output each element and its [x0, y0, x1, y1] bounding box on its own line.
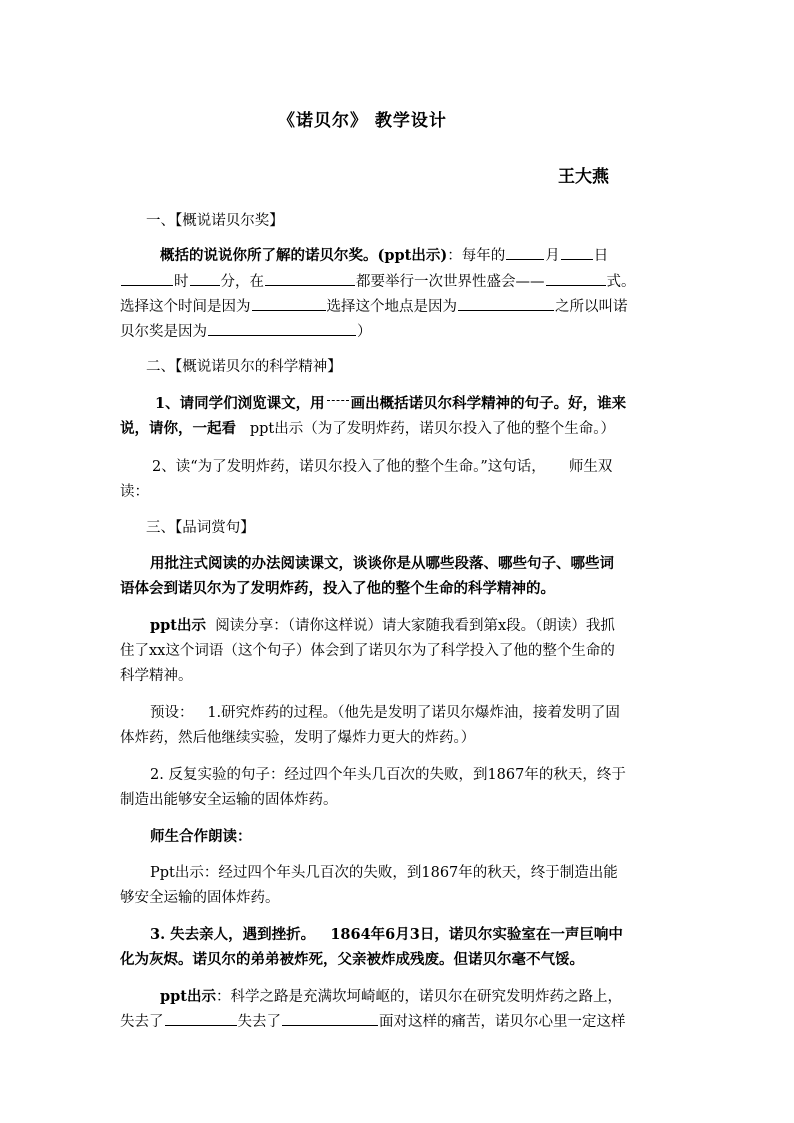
- fill-blank: [165, 1011, 237, 1026]
- s1-text: 分，在: [220, 274, 264, 290]
- s1-text: 选择这个地点是因为: [326, 299, 457, 315]
- s1-line-2: [120, 270, 636, 291]
- s3-para-4-line-1: 2. 反复实验的句子：经过四个年头几百次的失败，到1867年的秋天，终于: [150, 767, 626, 783]
- s1-line-3: [120, 295, 628, 316]
- s3-para-2-line-3: 科学精神。: [120, 668, 193, 684]
- s1-text: 日: [593, 248, 609, 264]
- section-3-heading: 三、【品词赏句】: [146, 520, 255, 536]
- s3-para-3-line-1: 预设： 1.研究炸药的过程。（他先是发明了诺贝尔爆炸油，接着发明了固: [150, 705, 620, 721]
- fill-blank: [265, 271, 355, 286]
- s2-text: ppt出示（为了发明炸药，诺贝尔投入了他的整个生命。）: [249, 421, 615, 437]
- fill-blank: [546, 271, 606, 286]
- fill-blank: [458, 296, 554, 311]
- s3-para-7-line-2: 化为灰烬。诺贝尔的弟弟被炸死，父亲被炸成残废。但诺贝尔毫不气馁。: [120, 951, 584, 968]
- s3-text: 失去了: [120, 1014, 164, 1030]
- fill-blank: [561, 245, 593, 260]
- s2-text: 画出概括诺贝尔科学精神的句子。好，谁来: [350, 395, 627, 412]
- s1-text: 时: [174, 274, 189, 290]
- s3-text: ppt出示: [160, 988, 216, 1005]
- s3-para-6-line-1: Ppt出示：经过四个年头几百次的失败，到1867年的秋天，终于制造出能: [150, 865, 618, 881]
- fill-blank: [506, 245, 544, 260]
- s3-para-2-line-1: [150, 614, 615, 635]
- s1-text: 月: [545, 248, 560, 264]
- fill-blank: [282, 1011, 378, 1026]
- s3-text: 失去了: [237, 1014, 281, 1030]
- fill-blank: [190, 271, 220, 286]
- s1-text: ）: [357, 324, 372, 340]
- s1-text: 之所以叫诺: [555, 299, 628, 315]
- s3-para-6-line-2: 够安全运输的固体炸药。: [120, 890, 280, 906]
- fill-blank: [121, 271, 173, 286]
- document-title: 《诺贝尔》 教学设计: [278, 111, 447, 131]
- s2-text: 说，请你，一起看: [120, 420, 236, 437]
- s2-text: 1、请同学们浏览课文，用: [155, 395, 325, 412]
- s3-para-5: 师生合作朗读：: [150, 828, 252, 845]
- s3-para-7-line-1: 3. 失去亲人，遇到挫折。 1864年6月3日，诺贝尔实验室在一声巨响中: [150, 926, 623, 943]
- s3-para-1-line-1: 用批注式阅读的办法阅读课文，谈谈你是从哪些段落、哪些句子、哪些词: [150, 555, 614, 572]
- s3-para-8-line-2: [120, 1010, 626, 1031]
- s1-text: 选择这个时间是因为: [120, 299, 251, 315]
- fill-blank: [208, 321, 356, 336]
- s3-para-8-line-1: [160, 985, 622, 1006]
- s2-para-2-line-2: 读：: [120, 484, 149, 500]
- s3-text: 阅读分享：（请你这样说）请大家随我看到第x段。（朗读）我抓: [205, 618, 615, 634]
- s3-text: ppt出示: [150, 617, 206, 634]
- s1-question: 概括的说说你所了解的诺贝尔奖。(ppt出示): [160, 247, 448, 264]
- author-name: 王大燕: [558, 167, 609, 187]
- s3-text: ：科学之路是充满坎坷崎岖的，诺贝尔在研究发明炸药之路上，: [215, 989, 622, 1005]
- s2-para-1-line-2: [120, 417, 615, 438]
- s1-text: 都要举行一次世界性盛会——: [356, 274, 545, 290]
- s2-para-1-line-1: [155, 392, 626, 413]
- section-1-heading: 一、【概说诺贝尔奖】: [146, 213, 284, 229]
- s1-text: 式。: [606, 274, 636, 290]
- s1-text: ：每年的: [447, 248, 506, 264]
- s1-text: 贝尔奖是因为: [120, 324, 207, 340]
- s3-para-1-line-2: 语体会到诺贝尔为了发明炸药，投入了他的整个生命的科学精神的。: [120, 580, 555, 597]
- dashed-line-mark: [327, 400, 349, 409]
- s3-para-2-line-2: 住了xx这个词语（这个句子）体会到了诺贝尔为了科学投入了他的整个生命的: [120, 643, 615, 659]
- s3-para-3-line-2: 体炸药，然后他继续实验，发明了爆炸力更大的炸药。）: [120, 730, 476, 746]
- fill-blank: [252, 296, 326, 311]
- s2-para-2-line-1: 2、读“为了发明炸药，诺贝尔投入了他的整个生命。”这句话， 师生双: [152, 459, 613, 475]
- s1-line-1: [160, 244, 608, 265]
- s1-line-4: [120, 320, 372, 341]
- s3-text: 面对这样的痛苦，诺贝尔心里一定这样: [379, 1014, 626, 1030]
- section-2-heading: 二、【概说诺贝尔的科学精神】: [146, 359, 342, 375]
- s3-para-4-line-2: 制造出能够安全运输的固体炸药。: [120, 792, 338, 808]
